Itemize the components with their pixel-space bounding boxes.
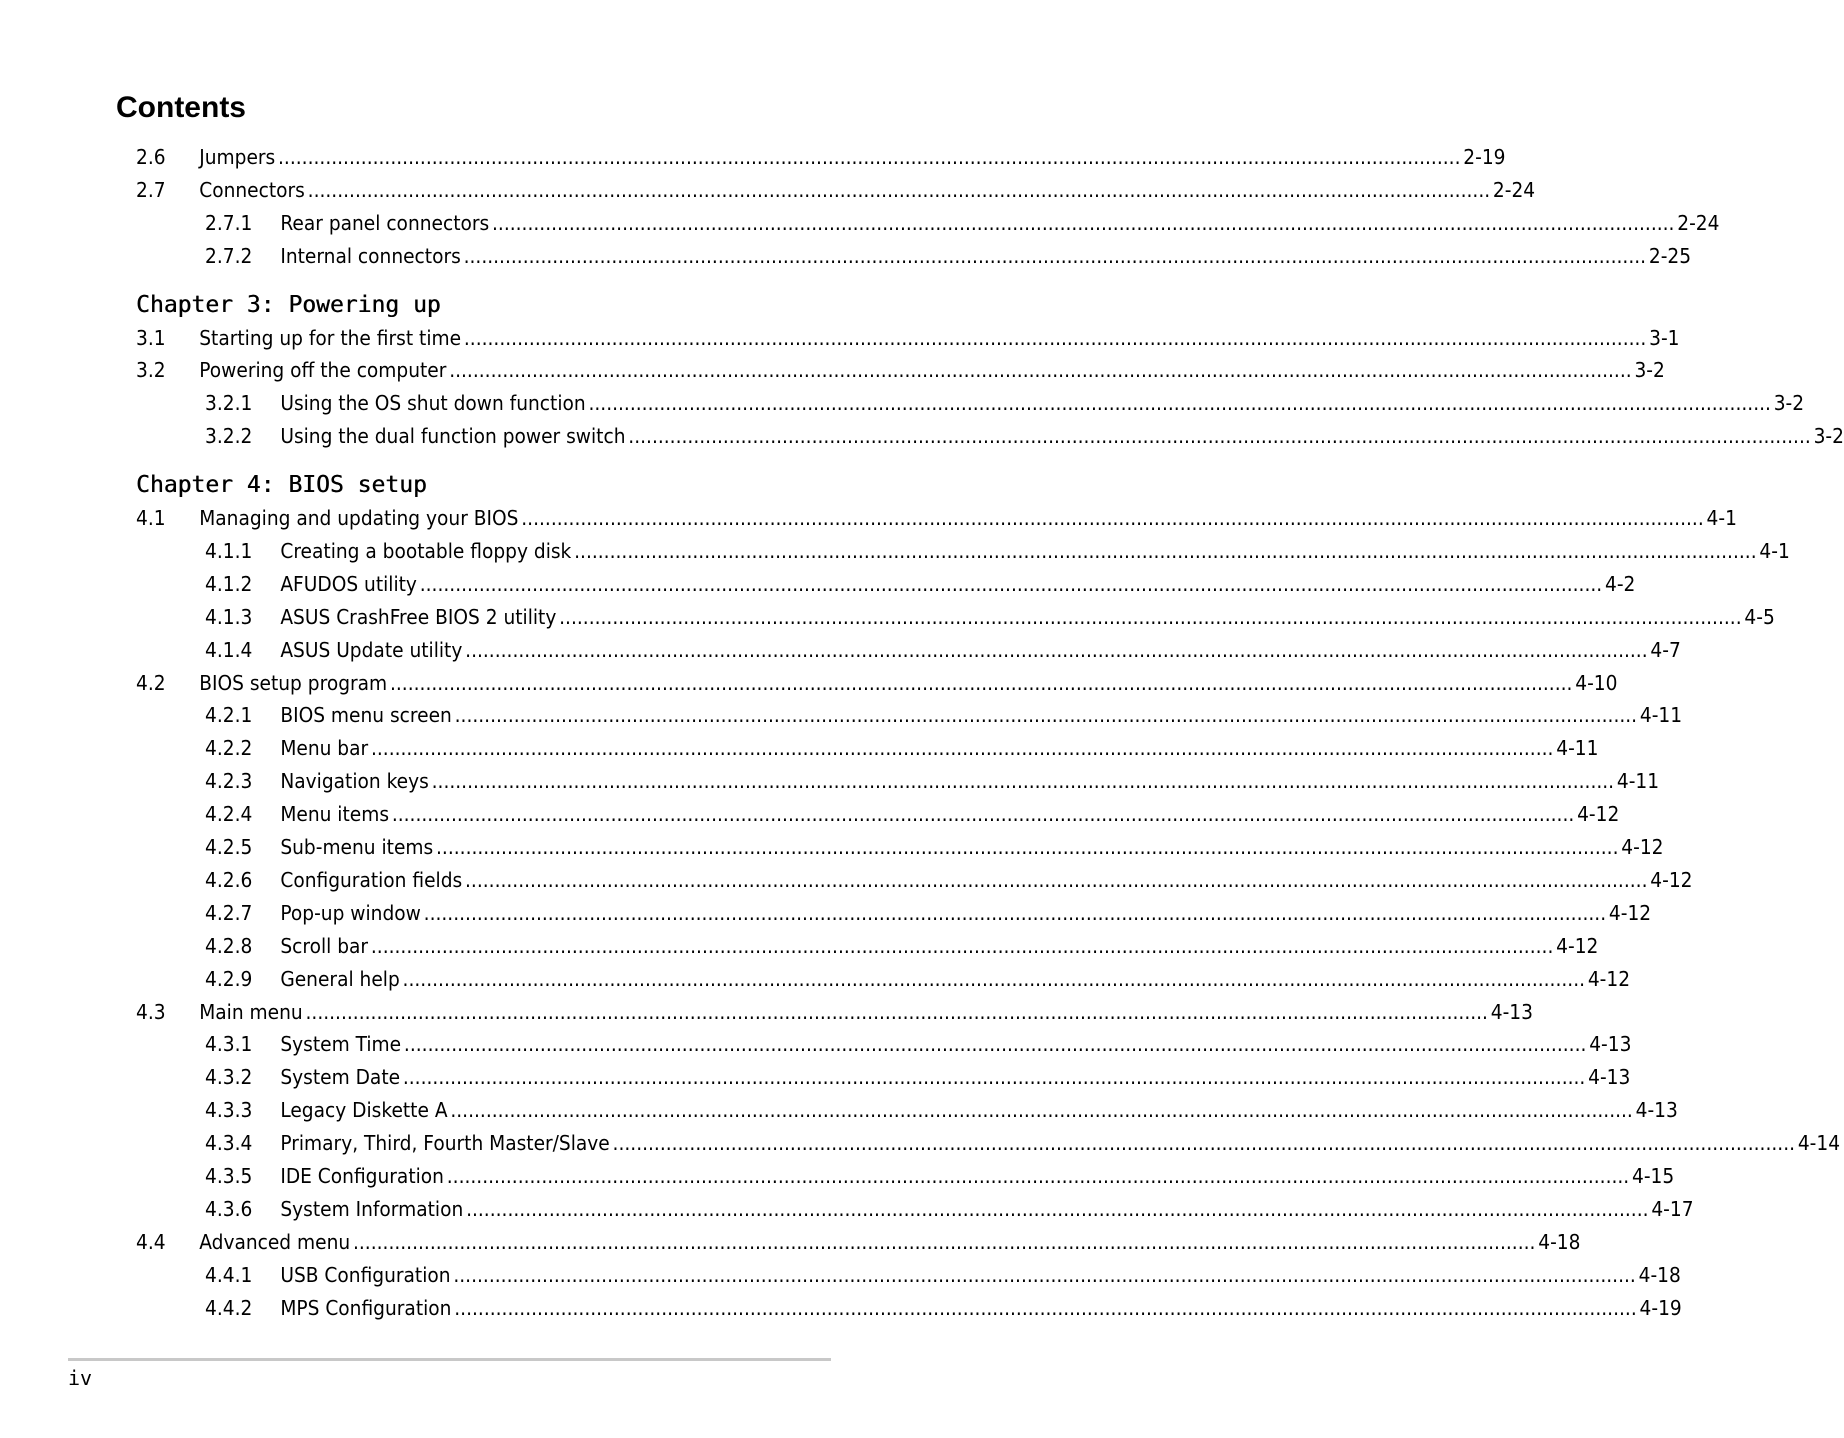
section-number: 4.4 xyxy=(136,1229,166,1254)
toc-entry[interactable] xyxy=(205,832,1664,862)
section-number: 2.7 xyxy=(136,177,166,202)
toc-entry[interactable] xyxy=(205,799,1620,829)
toc-entry[interactable] xyxy=(205,700,1683,730)
toc-entry[interactable] xyxy=(205,865,1693,895)
section-title: Main menu xyxy=(199,999,303,1024)
dot-leader: ........................................................................................................................................................................................................ xyxy=(370,736,1554,761)
page-reference: 4-7 xyxy=(1650,637,1681,662)
section-title: Primary, Third, Fourth Master/Slave xyxy=(280,1131,610,1156)
section-title: Rear panel connectors xyxy=(280,210,490,235)
toc-entry[interactable] xyxy=(205,569,1636,599)
toc-entry[interactable] xyxy=(136,997,1533,1027)
page-reference: 4-12 xyxy=(1577,802,1620,827)
toc-entry[interactable] xyxy=(205,602,1775,632)
section-title: BIOS menu screen xyxy=(280,703,452,728)
section-title: System Time xyxy=(280,1032,402,1057)
section-title: MPS Configuration xyxy=(280,1295,452,1320)
section-title: ASUS CrashFree BIOS 2 utility xyxy=(280,604,557,629)
dot-leader: ........................................................................................................................................................................................................ xyxy=(449,358,1632,383)
page-reference: 4-1 xyxy=(1706,506,1737,530)
section-title: Managing and updating your BIOS xyxy=(199,506,519,530)
section-number: 4.3.1 xyxy=(205,1032,253,1057)
section-number: 2.6 xyxy=(136,145,166,169)
page-reference: 4-19 xyxy=(1639,1295,1682,1320)
section-number: 4.3.4 xyxy=(205,1131,253,1156)
dot-leader: ........................................................................................................................................................................................................ xyxy=(628,424,1811,449)
section-title: AFUDOS utility xyxy=(280,571,417,596)
section-title: Using the OS shut down function xyxy=(280,391,586,416)
page-reference: 4-10 xyxy=(1575,670,1618,695)
toc-entry[interactable] xyxy=(205,964,1631,994)
toc-entry[interactable] xyxy=(205,1293,1682,1323)
page-reference: 4-5 xyxy=(1744,604,1775,629)
dot-leader: ........................................................................................................................................................................................................ xyxy=(305,999,1488,1024)
toc-entry[interactable] xyxy=(205,421,1844,451)
section-title: ASUS Update utility xyxy=(280,637,463,662)
dot-leader: ........................................................................................................................................................................................................ xyxy=(454,703,1638,728)
section-title: System Information xyxy=(280,1196,464,1221)
section-number: 4.3.6 xyxy=(205,1196,253,1221)
page-reference: 4-18 xyxy=(1638,1262,1681,1287)
toc-entry[interactable] xyxy=(136,503,1737,533)
section-title: Advanced menu xyxy=(199,1229,351,1254)
toc-entry[interactable] xyxy=(136,355,1665,385)
page-title: Contents xyxy=(116,91,246,124)
section-number: 4.1.2 xyxy=(205,571,253,596)
page-reference: 4-12 xyxy=(1587,966,1631,991)
page-reference: 4-12 xyxy=(1608,900,1652,925)
section-number: 4.1.4 xyxy=(205,637,253,662)
page-reference: 4-2 xyxy=(1604,571,1636,596)
section-number: 4.2.2 xyxy=(205,736,253,761)
dot-leader: ........................................................................................................................................................................................................ xyxy=(389,670,1573,695)
page-reference: 2-24 xyxy=(1492,177,1536,202)
chapter-heading: Chapter 4: BIOS setup xyxy=(136,472,427,499)
toc-entry[interactable] xyxy=(205,208,1720,238)
page-reference: 4-15 xyxy=(1632,1164,1675,1188)
page-reference: 4-14 xyxy=(1797,1131,1841,1156)
section-number: 4.2.7 xyxy=(205,900,253,925)
section-title: System Date xyxy=(280,1065,401,1090)
page-reference: 3-2 xyxy=(1634,358,1665,383)
section-number: 4.2.3 xyxy=(205,769,253,794)
toc-entry[interactable] xyxy=(205,536,1790,566)
section-number: 4.2.5 xyxy=(205,835,253,859)
page-reference: 4-13 xyxy=(1589,1032,1632,1057)
dot-leader: ........................................................................................................................................................................................................ xyxy=(574,538,1757,563)
toc-entry[interactable] xyxy=(205,1128,1841,1158)
dot-leader: ........................................................................................................................................................................................................ xyxy=(454,1295,1637,1320)
section-number: 4.2.6 xyxy=(205,867,253,892)
dot-leader: ........................................................................................................................................................................................................ xyxy=(370,933,1554,958)
dot-leader: ........................................................................................................................................................................................................ xyxy=(466,1196,1649,1221)
toc-entry[interactable] xyxy=(136,142,1506,172)
section-title: General help xyxy=(280,966,400,991)
dot-leader: ........................................................................................................................................................................................................ xyxy=(436,835,1619,859)
section-title: Connectors xyxy=(199,177,305,202)
section-title: Powering off the computer xyxy=(199,358,447,383)
section-title: Scroll bar xyxy=(280,933,369,958)
toc-entry[interactable] xyxy=(136,668,1618,698)
dot-leader: ........................................................................................................................................................................................................ xyxy=(391,802,1575,827)
toc-entry[interactable] xyxy=(205,733,1599,763)
section-number: 4.4.1 xyxy=(205,1262,253,1287)
toc-entry[interactable] xyxy=(136,175,1536,205)
dot-leader: ........................................................................................................................................................................................................ xyxy=(463,243,1647,268)
section-title: USB Configuration xyxy=(280,1262,451,1287)
section-number: 4.1.3 xyxy=(205,604,253,629)
toc-entry[interactable] xyxy=(205,898,1652,928)
page-number: iv xyxy=(68,1366,93,1390)
page-reference: 3-2 xyxy=(1773,391,1805,416)
dot-leader: ........................................................................................................................................................................................................ xyxy=(559,604,1742,629)
toc-entry[interactable] xyxy=(205,1260,1681,1290)
section-number: 4.3.2 xyxy=(205,1065,253,1090)
toc-entry[interactable] xyxy=(136,323,1680,353)
dot-leader: ........................................................................................................................................................................................................ xyxy=(588,391,1771,416)
dot-leader: ........................................................................................................................................................................................................ xyxy=(521,506,1704,530)
toc-entry[interactable] xyxy=(205,766,1660,796)
section-title: Legacy Diskette A xyxy=(280,1098,448,1123)
section-title: Configuration fields xyxy=(280,867,463,892)
section-title: Creating a bootable floppy disk xyxy=(280,538,572,563)
section-number: 4.1 xyxy=(136,506,166,530)
page-reference: 4-18 xyxy=(1538,1229,1581,1254)
dot-leader: ........................................................................................................................................................................................................ xyxy=(431,769,1615,794)
section-number: 4.2.8 xyxy=(205,933,253,958)
page-reference: 3-1 xyxy=(1649,325,1680,350)
page-reference: 4-17 xyxy=(1651,1196,1694,1221)
section-number: 4.2 xyxy=(136,670,166,695)
dot-leader: ........................................................................................................................................................................................................ xyxy=(402,1065,1586,1090)
section-number: 4.2.1 xyxy=(205,703,253,728)
toc-entry[interactable] xyxy=(205,635,1681,665)
toc-entry[interactable] xyxy=(205,241,1692,271)
page-reference: 4-11 xyxy=(1616,769,1660,794)
page-reference: 4-12 xyxy=(1556,933,1599,958)
section-title: Menu items xyxy=(280,802,390,827)
dot-leader: ........................................................................................................................................................................................................ xyxy=(352,1229,1536,1254)
dot-leader: ........................................................................................................................................................................................................ xyxy=(465,637,1648,662)
section-title: Internal connectors xyxy=(280,243,461,268)
section-number: 2.7.1 xyxy=(205,210,253,235)
section-title: Menu bar xyxy=(280,736,369,761)
section-number: 2.7.2 xyxy=(205,243,253,268)
section-title: Pop-up window xyxy=(280,900,421,925)
section-number: 4.3.3 xyxy=(205,1098,253,1123)
section-number: 4.1.1 xyxy=(205,538,253,563)
section-title: Navigation keys xyxy=(280,769,429,794)
section-number: 3.2.1 xyxy=(205,391,253,416)
section-title: BIOS setup program xyxy=(199,670,388,695)
toc-entry[interactable] xyxy=(205,931,1599,961)
section-number: 4.3.5 xyxy=(205,1164,253,1188)
dot-leader: ........................................................................................................................................................................................................ xyxy=(278,145,1461,169)
dot-leader: ........................................................................................................................................................................................................ xyxy=(402,966,1586,991)
dot-leader: ........................................................................................................................................................................................................ xyxy=(423,900,1607,925)
section-number: 3.1 xyxy=(136,325,166,350)
section-number: 4.2.9 xyxy=(205,966,253,991)
dot-leader: ........................................................................................................................................................................................................ xyxy=(419,571,1603,596)
dot-leader: ........................................................................................................................................................................................................ xyxy=(463,325,1647,350)
dot-leader: ........................................................................................................................................................................................................ xyxy=(450,1098,1633,1123)
page-reference: 2-19 xyxy=(1463,145,1506,169)
page-reference: 4-12 xyxy=(1650,867,1693,892)
chapter-heading: Chapter 3: Powering up xyxy=(136,291,441,318)
toc-entry[interactable] xyxy=(205,1029,1632,1059)
section-number: 3.2.2 xyxy=(205,424,253,449)
page-reference: 4-13 xyxy=(1635,1098,1678,1123)
dot-leader: ........................................................................................................................................................................................................ xyxy=(612,1131,1796,1156)
toc-entry[interactable] xyxy=(205,1161,1675,1191)
page-reference: 3-2 xyxy=(1813,424,1844,449)
section-title: Sub-menu items xyxy=(280,835,434,859)
section-number: 3.2 xyxy=(136,358,166,383)
page-reference: 4-11 xyxy=(1556,736,1599,761)
dot-leader: ........................................................................................................................................................................................................ xyxy=(491,210,1675,235)
dot-leader: ........................................................................................................................................................................................................ xyxy=(446,1164,1630,1188)
page-reference: 4-13 xyxy=(1588,1065,1631,1090)
section-title: IDE Configuration xyxy=(280,1164,444,1188)
page-reference: 4-1 xyxy=(1759,538,1790,563)
dot-leader: ........................................................................................................................................................................................................ xyxy=(453,1262,1636,1287)
toc-entry[interactable] xyxy=(205,1062,1631,1092)
section-title: Jumpers xyxy=(199,145,276,169)
section-number: 4.4.2 xyxy=(205,1295,253,1320)
toc-entry[interactable] xyxy=(205,388,1805,418)
page-reference: 2-24 xyxy=(1677,210,1720,235)
section-title: Starting up for the first time xyxy=(199,325,462,350)
toc-entry[interactable] xyxy=(136,1227,1581,1257)
footer-rule xyxy=(68,1358,831,1361)
dot-leader: ........................................................................................................................................................................................................ xyxy=(465,867,1648,892)
section-number: 4.2.4 xyxy=(205,802,253,827)
dot-leader: ........................................................................................................................................................................................................ xyxy=(307,177,1491,202)
section-title: Using the dual function power switch xyxy=(280,424,626,449)
dot-leader: ........................................................................................................................................................................................................ xyxy=(403,1032,1587,1057)
page-reference: 4-11 xyxy=(1639,703,1683,728)
page-reference: 4-13 xyxy=(1490,999,1533,1024)
page-reference: 4-12 xyxy=(1621,835,1664,859)
page-reference: 2-25 xyxy=(1648,243,1692,268)
toc-entry[interactable] xyxy=(205,1095,1678,1125)
section-number: 4.3 xyxy=(136,999,166,1024)
toc-entry[interactable] xyxy=(205,1194,1694,1224)
